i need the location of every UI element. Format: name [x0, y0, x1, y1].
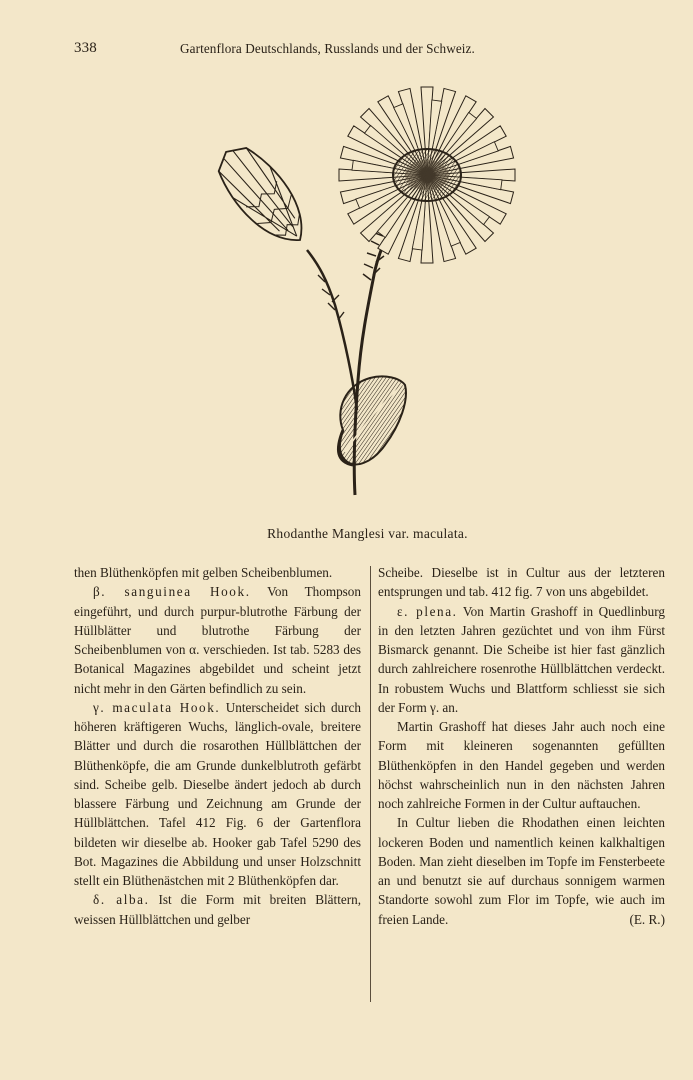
left-column [74, 563, 361, 929]
paragraph-text: Martin Grashoff hat dieses Jahr auch noch eine Form mit kleineren sogenannten gefüllten Blüthenköpfen in den Handel gegeben und werden höchst wahrscheinlich nun in den nächsten Jahren noch zahlreiche Formen in der Cultur auftauchen. [378, 719, 665, 811]
open-flower-head [339, 87, 515, 263]
author-signature: (E. R.) [629, 911, 665, 927]
column-divider [370, 566, 371, 1002]
clasping-leaf [338, 376, 406, 465]
paragraph [74, 890, 361, 929]
paragraph-text: then Blüthenköpfen mit gelben Scheibenblumen. [74, 565, 333, 580]
paragraph [74, 698, 361, 891]
variety-label: γ. maculata Hook. [93, 699, 221, 715]
flower-engraving [195, 80, 545, 500]
variety-label: δ. alba. [93, 892, 150, 908]
paragraph-text: In Cultur lieben die Rhodathen einen leichten lockeren Boden und namentlich keinen kalkhaltigen Boden. Man zieht dieselben im Topfe im Fensterbeete an und benutzt sie auf durchaus sonnigem warmen Standorte sowohl zum Flor im Topfe, wie auch im freien Lande. [378, 815, 665, 927]
paragraph-text: Unterscheidet sich durch höheren kräftigeren Wuchs, länglich-ovale, breitere Blätter und durch die rosarothen Hüllblättchen der Blüthenköpfe, die am Grunde dunkelblutroth gefärbt sind. Scheibe gelb. Dieselbe ändert jedoch ab durch blassere Färbung und Zeichnung am Grunde der Hüllblättchen. Tafel 412 Fig. 6 der Gartenflora bildeten wir dieselbe ab. Hooker gab Tafel 5290 des Bot. Magazines die Abbildung und unser Holzschnitt stellt ein Blüthenästchen mit 2 Blüthenköpfen dar. [74, 699, 361, 888]
paragraph-text: Scheibe. Dieselbe ist in Cultur aus der letzteren entsprungen und tab. 412 fig. 7 von uns abgebildet. [378, 565, 665, 600]
paragraph [74, 582, 361, 698]
paragraph [378, 602, 665, 718]
paragraph [378, 717, 665, 813]
page-number: 338 [74, 40, 97, 56]
figure-caption: Rhodanthe Manglesi var. maculata. [267, 526, 468, 541]
right-column [378, 563, 665, 929]
variety-label: ε. plena. [397, 603, 458, 619]
botanical-illustration [195, 80, 545, 500]
paragraph-text: Ist die Form mit breiten Blättern, weissen Hüllblättchen und gelber [74, 892, 361, 927]
paragraph [378, 563, 665, 602]
variety-label: β. sanguinea Hook. [93, 584, 251, 600]
paragraph-text: Von Martin Grashoff in Quedlinburg in den letzten Jahren gezüchtet und von ihm Fürst Bismarck genannt. Die Scheibe ist hier fast gänzlich durch zahlreichere rosenrothe Hüllblättchen verdeckt. In robustem Wuchs und Blattform schliesst sie sich der Form γ. an. [378, 603, 665, 715]
closed-flower-bud [207, 136, 319, 256]
running-title: Gartenflora Deutschlands, Russlands und der Schweiz. [180, 41, 475, 56]
paragraph [378, 813, 665, 929]
paragraph [74, 563, 361, 582]
bud-stem [307, 250, 357, 410]
paragraph-text: Von Thompson eingeführt, und durch purpur-blutrothe Färbung der Hüllblätter und blutrothe Färbung der Scheibenblumen von α. verschieden. Ist tab. 5283 des Botanical Magazines abgebildet und scheint jetzt nicht mehr in den Gärten befindlich zu sein. [74, 584, 361, 696]
